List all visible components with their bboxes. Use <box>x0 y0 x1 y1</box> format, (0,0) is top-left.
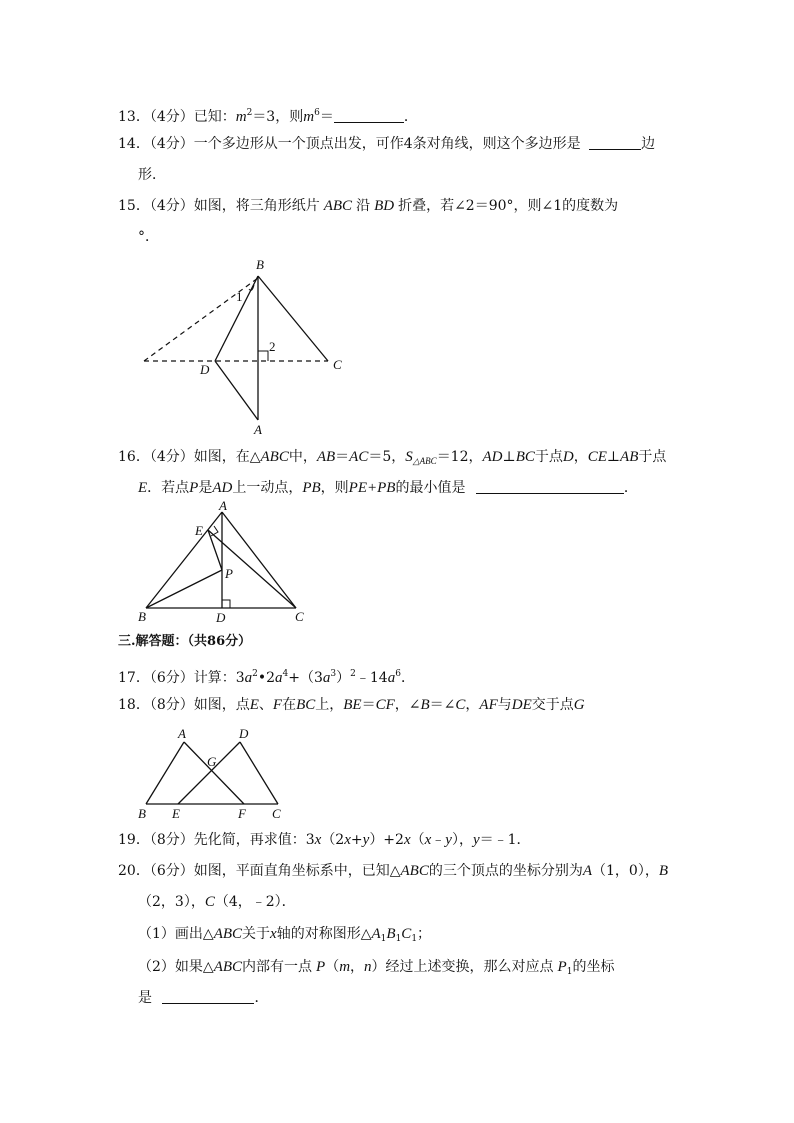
fig15-label-1: 1 <box>236 289 243 304</box>
q17-var-a4: a <box>387 670 396 686</box>
q19-p6: ）， <box>451 832 473 848</box>
q18-t3: ，∠ <box>394 697 421 713</box>
fig16-segment-pb <box>146 570 222 608</box>
fig18-label-e: E <box>172 806 180 821</box>
q20-s1-end: ； <box>417 926 432 942</box>
q20-s2-end: 的坐标 <box>572 959 615 975</box>
q20-var-c: C <box>204 894 215 910</box>
q19-p1: （2 <box>321 832 345 848</box>
q13-text: 13．（4分）已知： <box>118 109 236 125</box>
q13-answer-blank[interactable] <box>334 108 404 123</box>
q20-s2-open: （ <box>325 959 340 975</box>
q16-end: ． <box>623 480 638 496</box>
q13-text-mid: ＝3，则 <box>252 109 304 125</box>
q16-var-abc: ABC <box>260 449 289 465</box>
q16-var-d: D <box>562 449 574 465</box>
q20-var-a: A <box>582 863 593 879</box>
fig18-side-af <box>184 742 244 804</box>
q20-s1-sub-b: 1 <box>395 934 402 944</box>
q17-minus: ﹣14 <box>355 670 388 686</box>
q20-l5: 是 <box>138 990 152 1006</box>
fig18-label-d: D <box>239 726 249 741</box>
q20-s1-b: B <box>386 926 396 942</box>
q18-var-e: E <box>249 697 259 713</box>
q13-var-m2: m <box>303 109 315 125</box>
q17-exp1: 2 <box>252 669 258 679</box>
question-14 <box>118 134 655 154</box>
q20-s1-abc: ABC <box>213 926 243 942</box>
q16-var-ce: CE <box>587 449 607 465</box>
q18-var-cf: CF <box>375 697 395 713</box>
q17-end: ． <box>400 670 415 686</box>
fig16-label-e: E <box>195 523 203 538</box>
q19-var-y3: y <box>472 832 480 848</box>
q19-p5: ﹣ <box>431 832 446 848</box>
q18-text: 18．（8分）如图，点 <box>118 697 250 713</box>
fig15-right-angle-mark <box>258 351 268 361</box>
q16-var-ab: AB <box>316 449 336 465</box>
q20-s2-p: P <box>316 959 326 975</box>
q16-eq3: ＝12， <box>436 449 483 465</box>
fig18-label-a: A <box>178 726 186 741</box>
question-17 <box>118 664 415 688</box>
q15-text-mid1: 沿 <box>356 198 371 214</box>
section-3-heading: 三.解答题：（共86分） <box>118 634 252 649</box>
q18-var-b: B <box>420 697 430 713</box>
q20-var-b: B <box>658 863 669 879</box>
q18-t6: 交于点 <box>531 697 574 713</box>
q15-var-abc: ABC <box>323 198 353 214</box>
q18-var-c: C <box>455 697 466 713</box>
question-16 <box>118 447 666 471</box>
fig18-side-ab <box>146 742 184 804</box>
q18-var-g: G <box>573 697 585 713</box>
q20-s2-mid: 内部有一点 <box>242 959 313 975</box>
q20-s2-close: ）经过上述变换，那么对应点 <box>371 959 554 975</box>
q16-foot1: 于点 <box>534 449 563 465</box>
q16-text-a: ．若点 <box>147 480 190 496</box>
fig15-label-d: D <box>200 362 210 377</box>
q14-answer-blank[interactable] <box>589 135 641 150</box>
q16-var-ab2: AB <box>620 449 639 465</box>
fig18-side-dc <box>240 742 278 804</box>
q16-perp1: ⊥ <box>502 449 516 465</box>
q15-var-bd: BD <box>374 198 395 214</box>
q16-var-e: E <box>138 480 148 496</box>
q18-var-de: DE <box>511 697 532 713</box>
question-20-line5 <box>138 988 268 1008</box>
q17-exp2: 4 <box>282 669 289 679</box>
q16-comma: ， <box>573 449 588 465</box>
fig16-right-angle-e <box>211 526 218 536</box>
q16-text-mid: 中， <box>288 449 317 465</box>
q17-exp3: 3 <box>330 669 337 679</box>
q20-s2-abc: ABC <box>213 959 243 975</box>
q19-p2: + <box>350 832 363 848</box>
q17-var-a2: a <box>275 670 283 686</box>
q20-text: 20．（6分）如图，平面直角坐标系中，已知△ <box>118 863 401 879</box>
q20-s2-prefix: （2）如果△ <box>138 959 214 975</box>
q19-p4: （ <box>410 832 425 848</box>
q19-var-y1: y <box>362 832 370 848</box>
fig16-label-p: P <box>225 566 233 581</box>
q20-s1-mid: 关于 <box>242 926 271 942</box>
q20-s1-x: x <box>270 926 277 942</box>
q20-s2-sub-1: 1 <box>566 967 573 977</box>
q16-var-pepb: PE+PB <box>348 480 396 496</box>
q16-foot2: 于点 <box>638 449 667 465</box>
fig16-label-d: D <box>216 610 226 625</box>
q18-t2: 上， <box>315 697 344 713</box>
q20-s1-prefix: （1）画出△ <box>138 926 214 942</box>
question-15-line2: °． <box>138 229 159 245</box>
q20-s1-sub-c: 1 <box>411 934 418 944</box>
question-20 <box>118 861 668 881</box>
q14-text: 14．（4分）一个多边形从一个顶点出发，可作4条对角线，则这个多边形是 <box>118 136 581 152</box>
q20-end: ． <box>254 990 269 1006</box>
fig18-label-g: G <box>207 754 217 769</box>
q13-end: ． <box>403 109 418 125</box>
figure-18 <box>132 722 292 822</box>
q17-exp5: 6 <box>395 669 401 679</box>
q15-text: 15．（4分）如图，将三角形纸片 <box>118 198 320 214</box>
question-20-part1 <box>138 924 431 949</box>
q19-var-x3: x <box>403 832 411 848</box>
fig15-label-a: A <box>254 422 262 437</box>
q17-var-a3: a <box>322 670 331 686</box>
q20-s1-axis: 轴的对称图形△ <box>276 926 372 942</box>
q16-sub-abc: △ABC <box>412 456 437 466</box>
fig16-label-a: A <box>219 498 227 513</box>
q19-var-x2: x <box>344 832 351 848</box>
q19-var-x4: x <box>424 832 432 848</box>
q18-var-f: F <box>272 697 283 713</box>
question-18 <box>118 695 585 715</box>
q20-s2-m: m <box>339 959 351 975</box>
fig16-side-ab <box>146 512 222 608</box>
q20-text-b: 的三个顶点的坐标分别为 <box>428 863 583 879</box>
q19-text: 19．（8分）先化简，再求值：3 <box>118 832 315 848</box>
q20-coord-b: （2，3）， <box>138 894 205 910</box>
fig15-label-c: C <box>333 357 342 372</box>
q20-s2-p1: P <box>557 959 567 975</box>
q16-var-ac: AC <box>349 449 369 465</box>
question-15 <box>118 196 618 216</box>
q16-text-d: ，则 <box>320 480 349 496</box>
q16-var-bc: BC <box>515 449 535 465</box>
q20-s1-sub-a: 1 <box>380 934 387 944</box>
fig18-label-c: C <box>272 806 281 821</box>
q20-coord-c: （4，﹣2）． <box>214 894 296 910</box>
q18-var-af: AF <box>479 697 498 713</box>
fig15-side-da <box>215 361 258 420</box>
q16-text-b: 是 <box>198 480 213 496</box>
q16-text-e: 的最小值是 <box>395 480 466 496</box>
q19-p7: ＝﹣1． <box>479 832 531 848</box>
fig18-label-b: B <box>138 806 146 821</box>
fig18-side-de <box>178 742 240 804</box>
q16-answer-blank[interactable] <box>476 479 624 494</box>
q15-text-mid2: 折叠，若∠2＝90°，则∠1的度数为 <box>398 198 619 214</box>
q16-text-c: 上一动点， <box>232 480 303 496</box>
question-13 <box>118 103 418 127</box>
figure-16 <box>132 500 312 628</box>
q13-exp-2: 2 <box>246 108 253 118</box>
figure-15 <box>130 255 360 440</box>
q13-exp-6: 6 <box>314 108 320 118</box>
q18-var-bc: BC <box>296 697 316 713</box>
q20-coord-a: （1，0）， <box>592 863 659 879</box>
q16-var-pb: PB <box>302 480 321 496</box>
fig18-label-f: F <box>238 806 246 821</box>
q19-var-x1: x <box>314 832 322 848</box>
q18-eq2: ＝∠ <box>429 697 456 713</box>
fig16-label-c: C <box>295 609 304 624</box>
q18-t5: 与 <box>497 697 512 713</box>
q20-s2-n: n <box>364 959 372 975</box>
q16-eq1: ＝ <box>335 449 350 465</box>
fig16-side-ac <box>222 512 296 608</box>
fig16-label-b: B <box>138 609 146 624</box>
q20-s1-a: A <box>371 926 381 942</box>
q18-t4: ， <box>465 697 480 713</box>
q18-var-be: BE <box>343 697 362 713</box>
q17-exp4: 2 <box>350 669 356 679</box>
q17-text: 17．（6分）计算：3 <box>118 670 245 686</box>
q16-text: 16．（4分）如图，在△ <box>118 449 261 465</box>
fig15-label-2: 2 <box>269 339 276 354</box>
fig15-label-b: B <box>256 257 264 272</box>
q18-eq: ＝ <box>361 697 376 713</box>
q16-perp2: ⊥ <box>606 449 621 465</box>
q13-var-m: m <box>235 109 247 125</box>
q14-tail: 边 <box>641 136 656 152</box>
q17-dot: •2 <box>257 670 276 686</box>
q20-s1-c: C <box>401 926 412 942</box>
q20-answer-blank[interactable] <box>162 989 254 1004</box>
q16-var-s: S <box>405 449 413 465</box>
question-16-line2 <box>138 478 638 498</box>
question-14-line2: 形． <box>138 167 166 183</box>
q20-s2-comma: ， <box>350 959 365 975</box>
q19-p3: ）+2 <box>369 832 404 848</box>
q19-var-y2: y <box>445 832 452 848</box>
q18-sep: 、 <box>258 697 273 713</box>
q18-t1: 在 <box>282 697 297 713</box>
q17-close: ） <box>336 670 351 686</box>
q13-eq: ＝ <box>319 109 334 125</box>
q16-var-ad: AD <box>482 449 503 465</box>
fig16-right-angle-d <box>222 600 230 608</box>
question-19 <box>118 830 531 850</box>
q16-var-p: P <box>189 480 199 496</box>
q17-var-a1: a <box>244 670 253 686</box>
question-20-line2 <box>138 892 296 912</box>
q16-var-ad2: AD <box>212 480 233 496</box>
q20-var-abc: ABC <box>400 863 429 879</box>
question-20-part2 <box>138 957 614 982</box>
q16-eq2: ＝5， <box>368 449 406 465</box>
q17-plus: +（3 <box>288 670 323 686</box>
